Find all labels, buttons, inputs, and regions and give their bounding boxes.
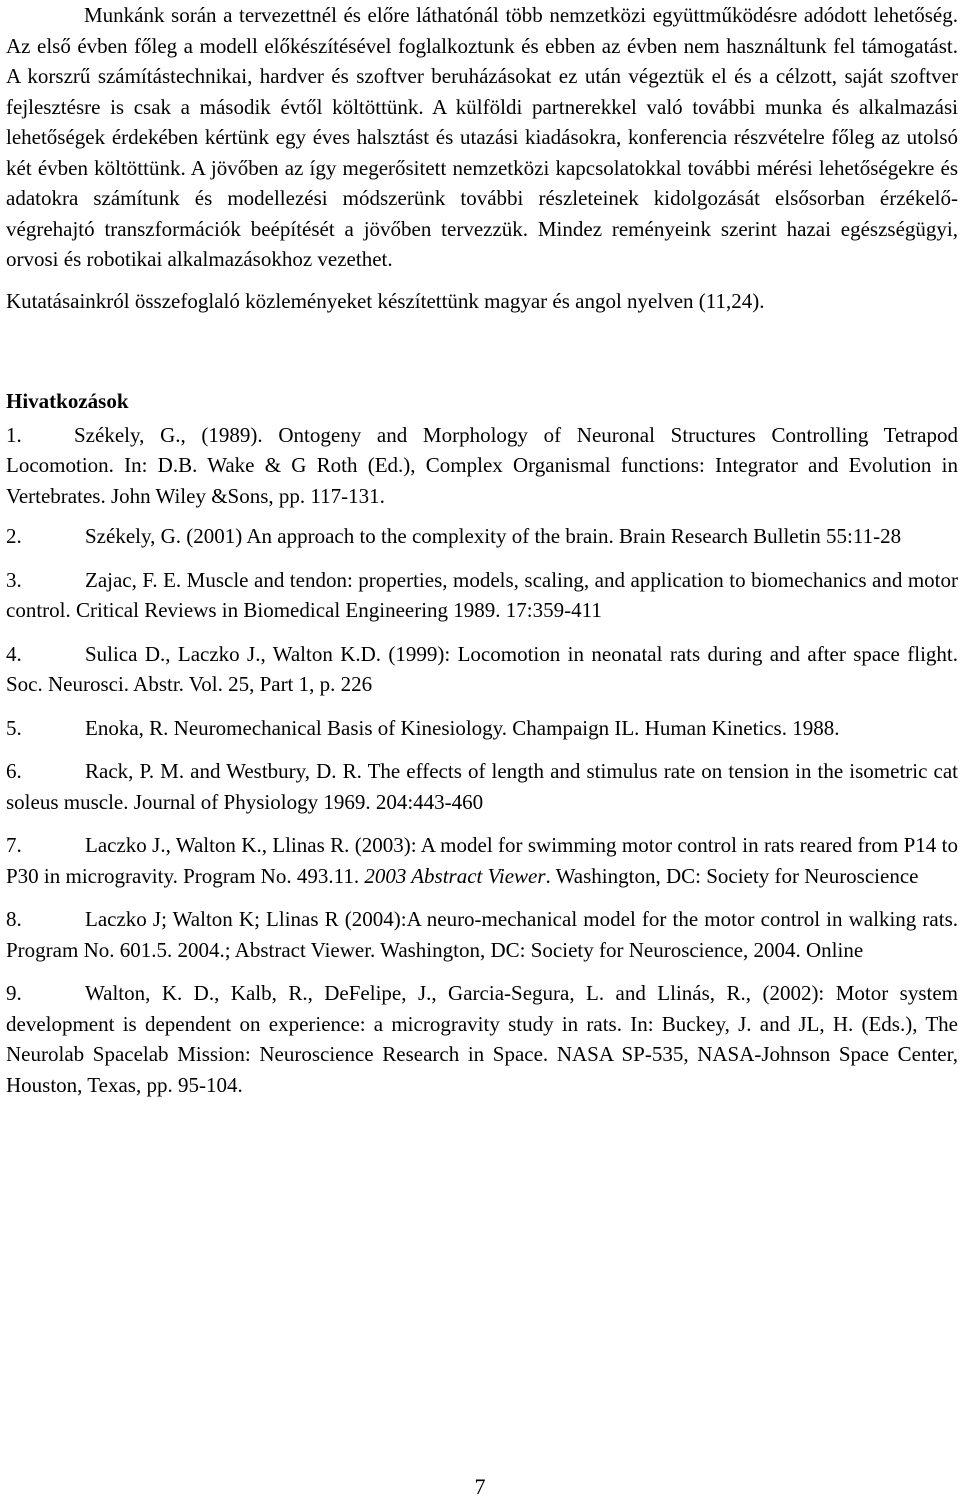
- body-paragraph-summary: Kutatásainkról összefoglaló közleményeket készítettünk magyar és angol nyelven (11,24).: [6, 288, 765, 313]
- reference-text: Sulica D., Laczko J., Walton K.D. (1999): Locomotion in neonatal rats during and after space flight. Soc. Neurosci. Abstr. Vol. 25, Part 1, p. 226: [6, 641, 958, 696]
- reference-item: [6, 639, 958, 700]
- reference-number: 5.: [6, 715, 22, 740]
- page-number: 7: [474, 1474, 486, 1499]
- reference-number: 1.: [6, 422, 22, 447]
- reference-item: [6, 756, 958, 817]
- reference-text: Laczko J., Walton K., Llinas R. (2003): A model for swimming motor control in rats reared from P14 to P30 in microgravity. Program No. 493.11.: [6, 833, 958, 888]
- reference-item: [6, 904, 958, 965]
- reference-text: Székely, G. (2001) An approach to the complexity of the brain. Brain Research Bulletin 55:11-28: [85, 524, 902, 548]
- reference-number: 7.: [6, 833, 22, 857]
- reference-number: 6.: [6, 759, 22, 783]
- reference-text: Enoka, R. Neuromechanical Basis of Kinesiology. Champaign IL. Human Kinetics. 1988.: [85, 715, 840, 740]
- reference-text: Laczko J; Walton K; Llinas R (2004):A neuro-mechanical model for the motor control in walking rats. Program No. 601.5. 2004.; Abstract Viewer. Washington, DC: Society for Neuroscience, 2004. Online: [6, 907, 958, 962]
- reference-number: 8.: [6, 907, 22, 931]
- reference-number: 4.: [6, 641, 22, 666]
- body-paragraph-main: Munkánk során a tervezettnél és előre láthatónál több nemzetközi együttműködésre adódott lehetőség. Az első évben főleg a modell előkészítésével foglalkoztunk és ebben az évben nem használtunk fel támogatást. A korszrű számítástechnikai, hardver és szoftver beruházásokat ez után végeztük el és a célzott, saját szoftver fejlesztésre is csak a második évtől költöttünk. A külföldi partnerekkel való további munka és alkalmazási lehetőségek érdekében kértünk egy éves halsztást és utazási kiadásokra, konferencia részvételre főleg az utolsó két évben költöttünk. A jövőben az így megerősitett nemzetközi kapcsolatokkal további mérési lehetőségekre és adatokra számítunk és modellezési módszerünk további részleteinek kidolgozását elsősorban érzékelő-végrehajtó transzformációk beépítését a jövőben tervezzük. Mindez reményeink szerint hazai egészségügyi, orvosi és robotikai alkalmazásokhoz vezethet.: [6, 3, 958, 271]
- reference-number: 9.: [6, 981, 22, 1005]
- reference-text: Zajac, F. E. Muscle and tendon: properties, models, scaling, and application to biomechanics and motor control. Critical Reviews in Biomedical Engineering 1989. 17:359-411: [6, 567, 958, 622]
- reference-item: [6, 420, 958, 512]
- reference-number: 3.: [6, 567, 22, 592]
- reference-text: Székely, G., (1989). Ontogeny and Morphology of Neuronal Structures Controlling Tetrapod Locomotion. In: D.B. Wake & G Roth (Ed.), Complex Organismal functions: Integrator and Evolution in Vertebrates. John Wiley &Sons, pp. 117-131.: [6, 422, 958, 508]
- reference-item: [6, 830, 958, 891]
- reference-number: 2.: [6, 524, 22, 548]
- reference-item: [6, 565, 958, 626]
- reference-text: Walton, K. D., Kalb, R., DeFelipe, J., Garcia-Segura, L. and Llinás, R., (2002): Motor system development is dependent on experience: a microgravity study in rats. In: Buckey, J. and JL, H. (Eds.), The Neurolab Spacelab Mission: Neuroscience Research in Space. NASA SP-535, NASA-Johnson Space Center, Houston, Texas, pp. 95-104.: [6, 981, 958, 1097]
- reference-item: [6, 521, 958, 552]
- document-page: [6, 0, 958, 1113]
- reference-item: [6, 978, 958, 1100]
- reference-text: Rack, P. M. and Westbury, D. R. The effects of length and stimulus rate on tension in the isometric cat soleus muscle. Journal of Physiology 1969. 204:443-460: [6, 759, 958, 814]
- reference-italic-text: 2003 Abstract Viewer: [364, 863, 546, 888]
- references-heading: Hivatkozások: [6, 389, 129, 413]
- reference-item: [6, 713, 958, 744]
- reference-text-continued: . Washington, DC: Society for Neuroscience: [545, 863, 919, 888]
- reference-list: [6, 420, 958, 1101]
